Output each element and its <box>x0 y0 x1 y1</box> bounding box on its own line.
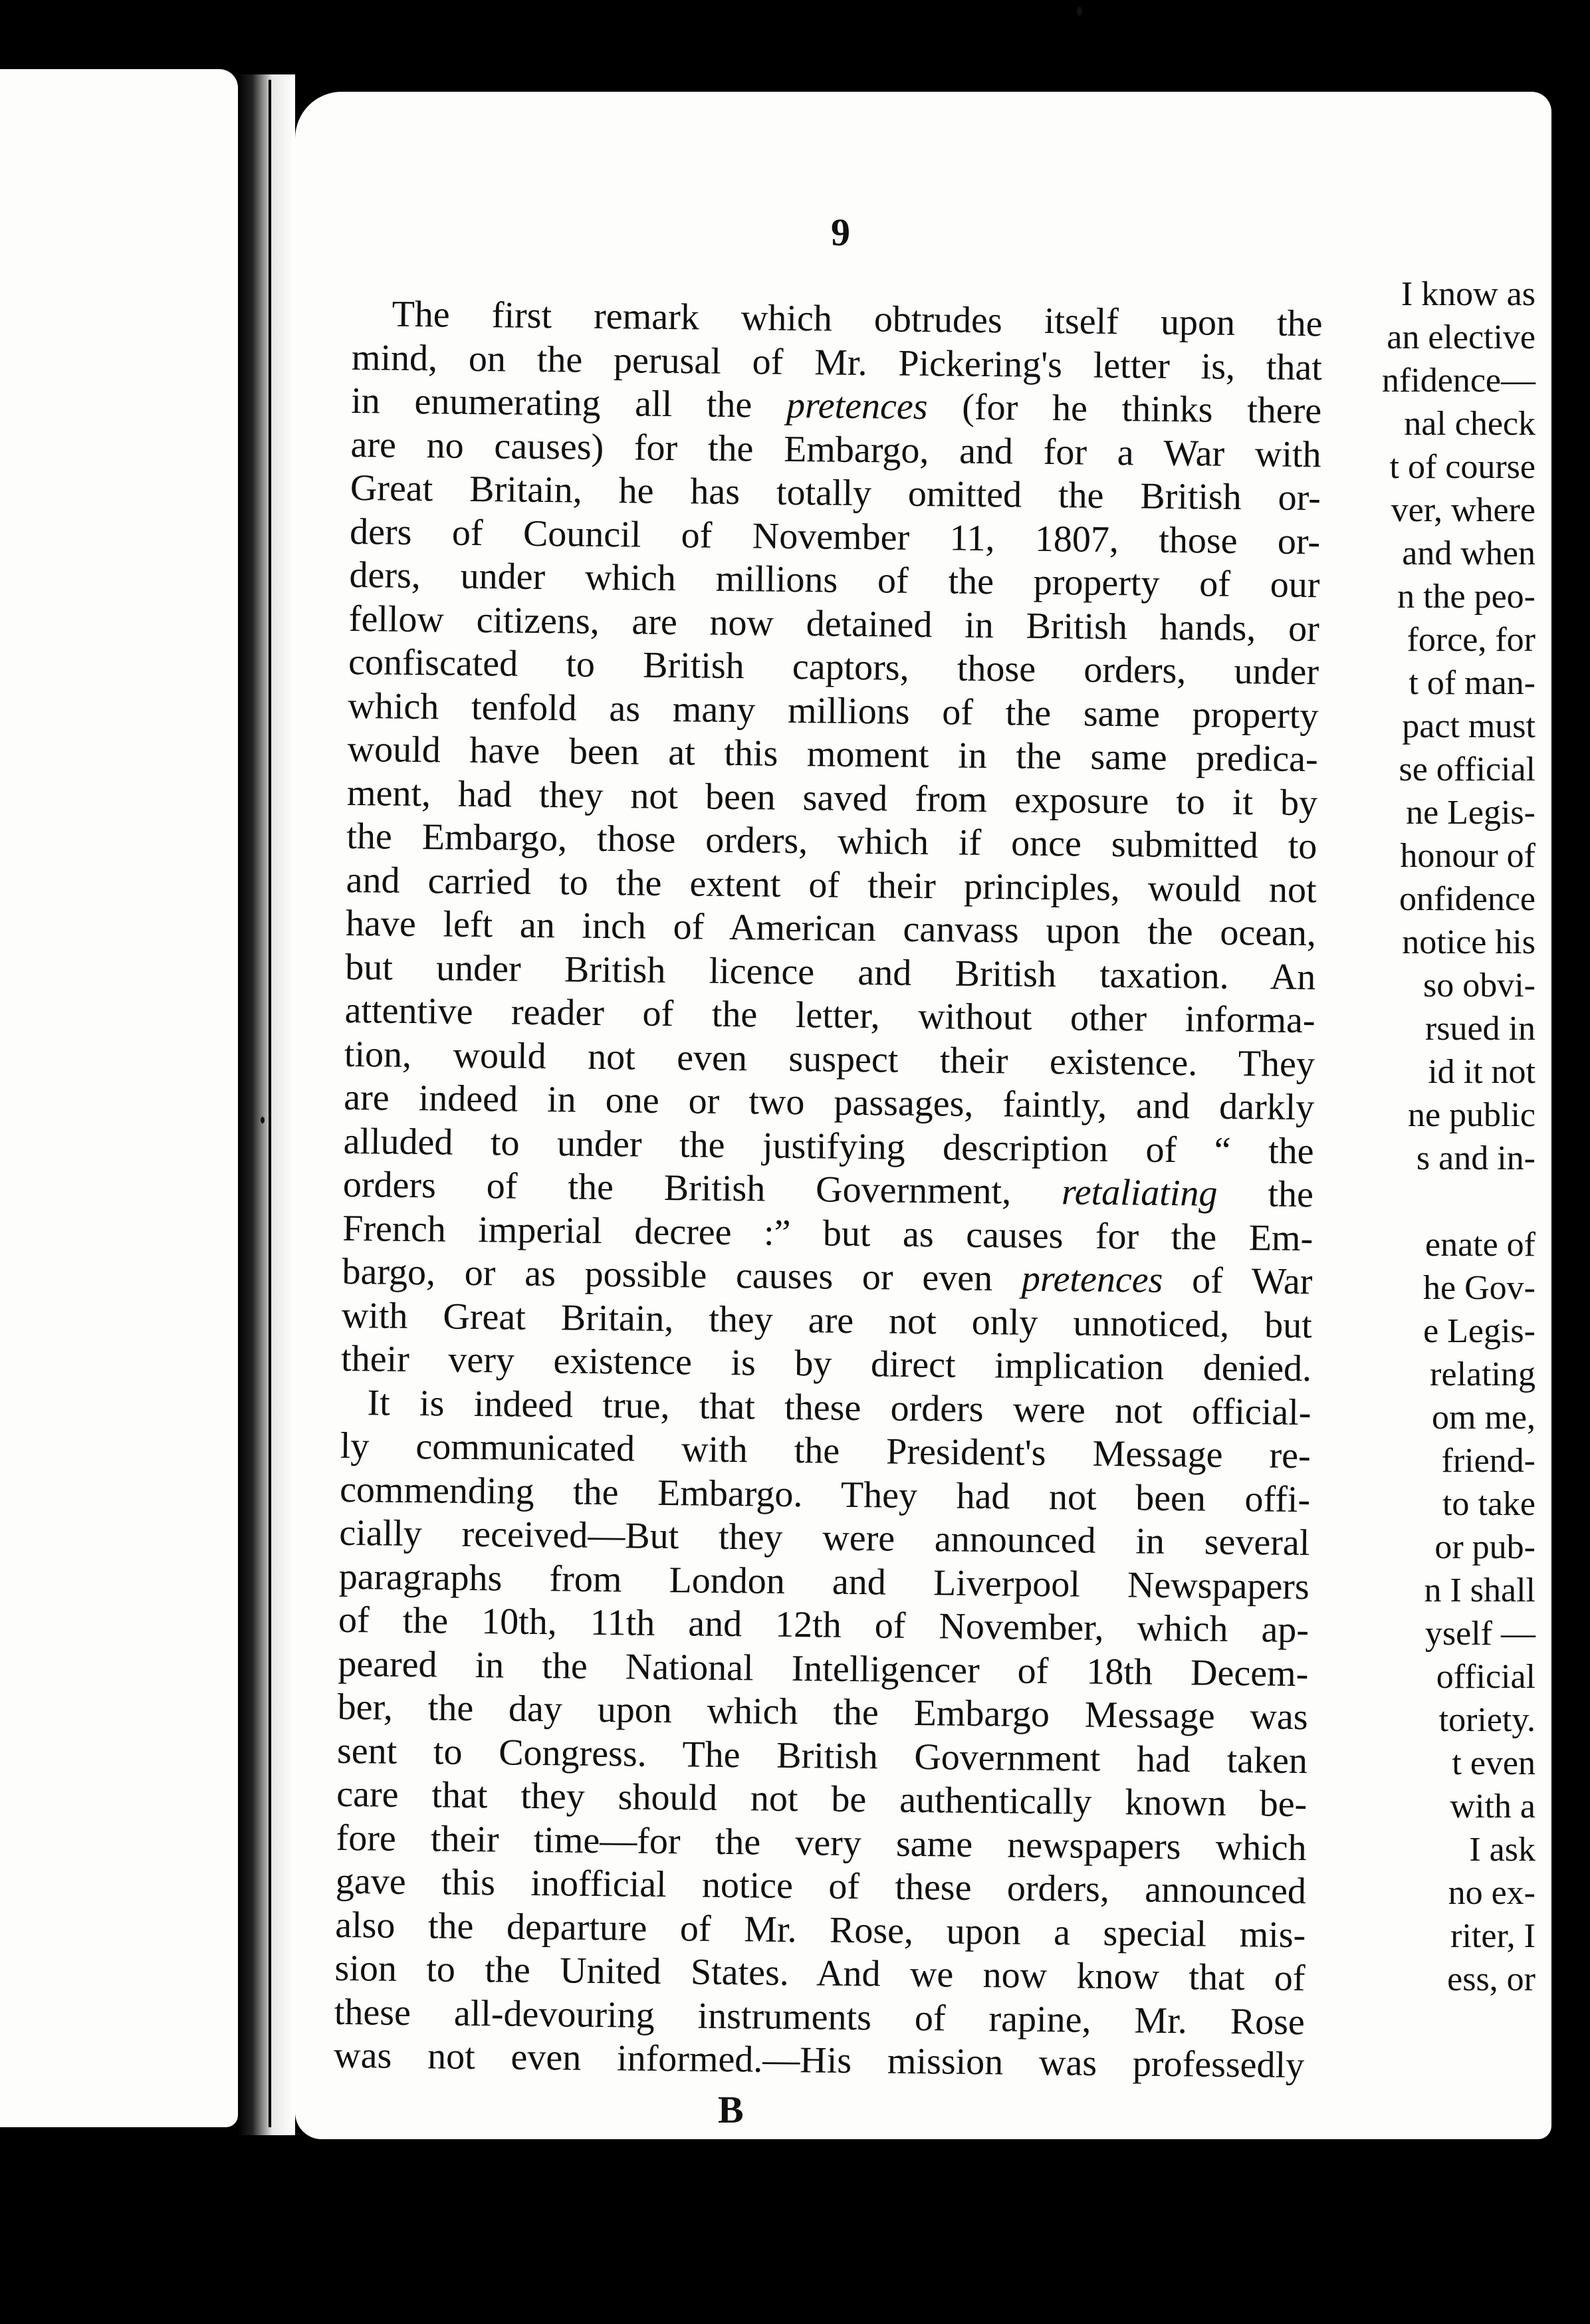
page-number: 9 <box>831 211 850 254</box>
body-line: ders, under which millions of the property of our <box>349 554 1320 606</box>
left-page-line: toriety. <box>1438 1701 1535 1739</box>
left-page-line: n the peo- <box>1397 578 1535 616</box>
body-line: are indeed in one or two passages, faintly, and darkly <box>343 1076 1315 1129</box>
body-line: these all-devouring instruments of rapine, Mr. Rose <box>334 1991 1306 2043</box>
body-line: also the departure of Mr. Rose, upon a special mis- <box>334 1904 1306 1956</box>
body-line: care that they should not be authentically known be- <box>336 1773 1307 1825</box>
book-gutter <box>238 74 295 2135</box>
left-page-line: n I shall <box>1424 1571 1535 1609</box>
left-page-line: yself — <box>1424 1615 1535 1653</box>
left-page-line: relating <box>1430 1355 1535 1393</box>
body-line: ders of Council of November 11, 1807, those or- <box>349 511 1321 562</box>
body-line: bargo, or as possible causes or even pretences of War <box>342 1250 1313 1303</box>
body-line: the Embargo, those orders, which if once submitted to <box>346 815 1317 868</box>
gutter-shadow-line <box>269 80 271 2127</box>
left-page-line: with a <box>1450 1788 1535 1825</box>
body-line: mind, on the perusal of Mr. Pickering's letter is, that <box>351 336 1323 388</box>
left-page-line: om me, <box>1432 1399 1535 1437</box>
body-line: have left an inch of American canvass upon the ocean, <box>345 902 1317 955</box>
body-line: It is indeed true, that these orders were not official- <box>367 1381 1311 1433</box>
signature-mark: B <box>718 2088 744 2131</box>
body-line: in enumerating all the pretences (for he thinks there <box>350 380 1322 432</box>
body-line: ment, had they not been saved from exposure to it by <box>346 772 1318 824</box>
left-page-line: nfidence— <box>1381 362 1535 400</box>
body-line: are no causes) for the Embargo, and for a War with <box>350 423 1321 475</box>
speck <box>261 1117 265 1123</box>
left-page-line: ver, where <box>1391 491 1535 529</box>
page-body-text <box>334 292 1323 2088</box>
body-line: gave this inofficial notice of these orders, announced <box>335 1860 1307 1913</box>
left-page-line: t of course <box>1389 448 1535 486</box>
body-line: fore their time—for the very same newspapers which <box>336 1817 1307 1869</box>
left-page-line: and when <box>1402 534 1535 572</box>
body-line: tion, would not even suspect their existence. They <box>344 1033 1315 1085</box>
left-page-line: or pub- <box>1434 1528 1535 1566</box>
speck <box>1077 7 1082 16</box>
left-page-line: e Legis- <box>1423 1312 1535 1350</box>
left-page-line: pact must <box>1402 707 1535 745</box>
left-page-line: se official <box>1399 751 1535 788</box>
body-line: was not even informed.—His mission was professedly <box>333 2034 1305 2087</box>
body-line: sent to Congress. The British Government had taken <box>336 1730 1308 1782</box>
left-page-line: riter, I <box>1450 1917 1535 1955</box>
body-line: with Great Britain, they are not only unnoticed, but <box>341 1294 1313 1346</box>
left-page <box>0 69 238 2127</box>
left-page-line: t of man- <box>1409 664 1535 702</box>
left-page-line: no ex- <box>1448 1874 1535 1912</box>
left-page-line: notice his <box>1402 923 1535 961</box>
left-page-line: onfidence <box>1399 880 1535 918</box>
left-page-line: nal check <box>1404 405 1535 443</box>
body-line: sion to the United States. And we now know that of <box>334 1947 1306 2000</box>
body-line: commending the Embargo. They had not been offi- <box>339 1468 1311 1520</box>
body-line: their very existence is by direct implication denied. <box>340 1337 1312 1390</box>
body-line: The first remark which obtrudes itself upon the <box>392 293 1323 345</box>
left-page-line: enate of <box>1424 1226 1535 1264</box>
left-page-line: ne public <box>1407 1096 1535 1134</box>
left-page-line: s and in- <box>1416 1139 1535 1177</box>
body-line: paragraphs from London and Liverpool Newspapers <box>338 1556 1310 1607</box>
body-line: and carried to the extent of their principles, would not <box>346 859 1317 911</box>
left-page-line: I ask <box>1469 1831 1535 1869</box>
body-line: peared in the National Intelligencer of 18th Decem- <box>338 1643 1309 1694</box>
body-line: orders of the British Government, retaliating the <box>342 1163 1314 1216</box>
body-line: ber, the day upon which the Embargo Message was <box>337 1686 1308 1738</box>
left-page-line: ess, or <box>1447 1960 1535 1998</box>
left-page-line <box>1382 1180 1535 1223</box>
body-line: Great Britain, he has totally omitted the British or- <box>350 467 1321 519</box>
left-page-text <box>1382 273 1535 2001</box>
body-line: which tenfold as many millions of the same property <box>348 685 1319 737</box>
left-page-line: friend- <box>1441 1442 1535 1480</box>
left-page-line: an elective <box>1387 318 1535 356</box>
left-page-line: t even <box>1452 1744 1535 1782</box>
left-page-line: so obvi- <box>1423 967 1535 1004</box>
left-page-line: official <box>1436 1658 1535 1696</box>
body-line: of the 10th, 11th and 12th of November, which ap- <box>338 1599 1309 1651</box>
left-page-line: rsued in <box>1424 1010 1535 1048</box>
left-page-line: id it not <box>1428 1053 1535 1091</box>
left-page-line: honour of <box>1400 837 1535 875</box>
body-line: confiscated to British captors, those orders, under <box>348 641 1319 693</box>
left-page-line: ne Legis- <box>1406 794 1535 832</box>
body-line: fellow citizens, are now detained in British hands, or <box>348 598 1320 649</box>
body-line: French imperial decree :” but as causes for the Em- <box>342 1207 1313 1259</box>
body-line: cially received—But they were announced in several <box>339 1512 1310 1564</box>
left-page-line: he Gov- <box>1423 1269 1535 1307</box>
body-line: attentive reader of the letter, without other informa- <box>344 989 1315 1042</box>
body-line: but under British licence and British taxation. An <box>345 946 1316 998</box>
body-line: ly communicated with the President's Message re- <box>340 1425 1311 1477</box>
left-page-line: to take <box>1442 1485 1535 1523</box>
left-page-line: I know as <box>1401 275 1535 313</box>
body-line: alluded to under the justifying description of “ the <box>343 1120 1314 1172</box>
left-page-line: force, for <box>1407 621 1535 659</box>
body-line: would have been at this moment in the same predica- <box>347 728 1319 780</box>
